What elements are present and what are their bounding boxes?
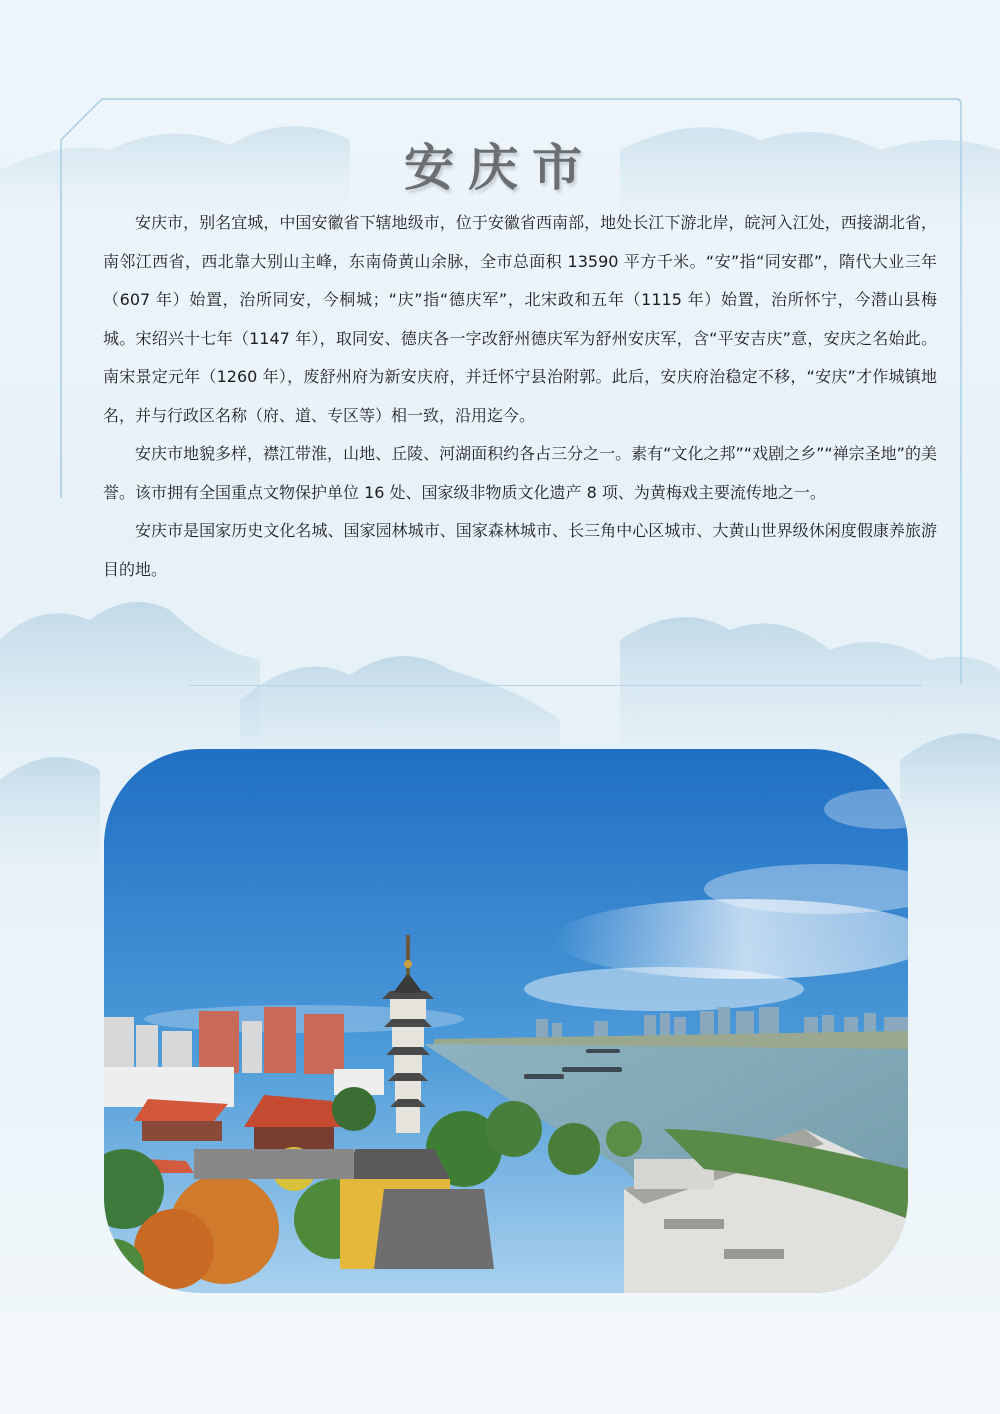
page-title: 安庆市 [404, 138, 596, 197]
paragraph-3: 安庆市是国家历史文化名城、国家园林城市、国家森林城市、长三角中心区城市、大黄山世界级休闲度假康养旅游目的地。 [103, 521, 937, 579]
body-text [103, 204, 937, 589]
paragraph-2: 安庆市地貌多样，襟江带淮，山地、丘陵、河湖面积约各占三分之一。素有“文化之邦”“戏剧之乡”“禅宗圣地”的美誉。该市拥有全国重点文物保护单位 16 处、国家级非物质文化遗产 8 项、为黄梅戏主要流传地之一。 [103, 444, 937, 502]
paragraph-1: 安庆市，别名宜城，中国安徽省下辖地级市，位于安徽省西南部，地处长江下游北岸，皖河入江处，西接湖北省，南邻江西省，西北靠大别山主峰，东南倚黄山余脉，全市总面积 13590 平方千米。“安”指“同安郡”，隋代大业三年（607 年）始置，治所同安，今桐城；“庆”指“德庆军”，北宋政和五年（1115 年）始置，治所怀宁，今潜山县梅城。宋绍兴十七年（1147 年），取同安、德庆各一字改舒州德庆军为舒州安庆军，含“平安吉庆”意，安庆之名始此。南宋景定元年（1260 年），废舒州府为新安庆府，并迁怀宁县治附郭。此后，安庆府治稳定不移，“安庆”才作城镇地名，并与行政区名称（府、道、专区等）相一致，沿用迄今。 [103, 213, 937, 425]
city-photo [104, 749, 908, 1293]
